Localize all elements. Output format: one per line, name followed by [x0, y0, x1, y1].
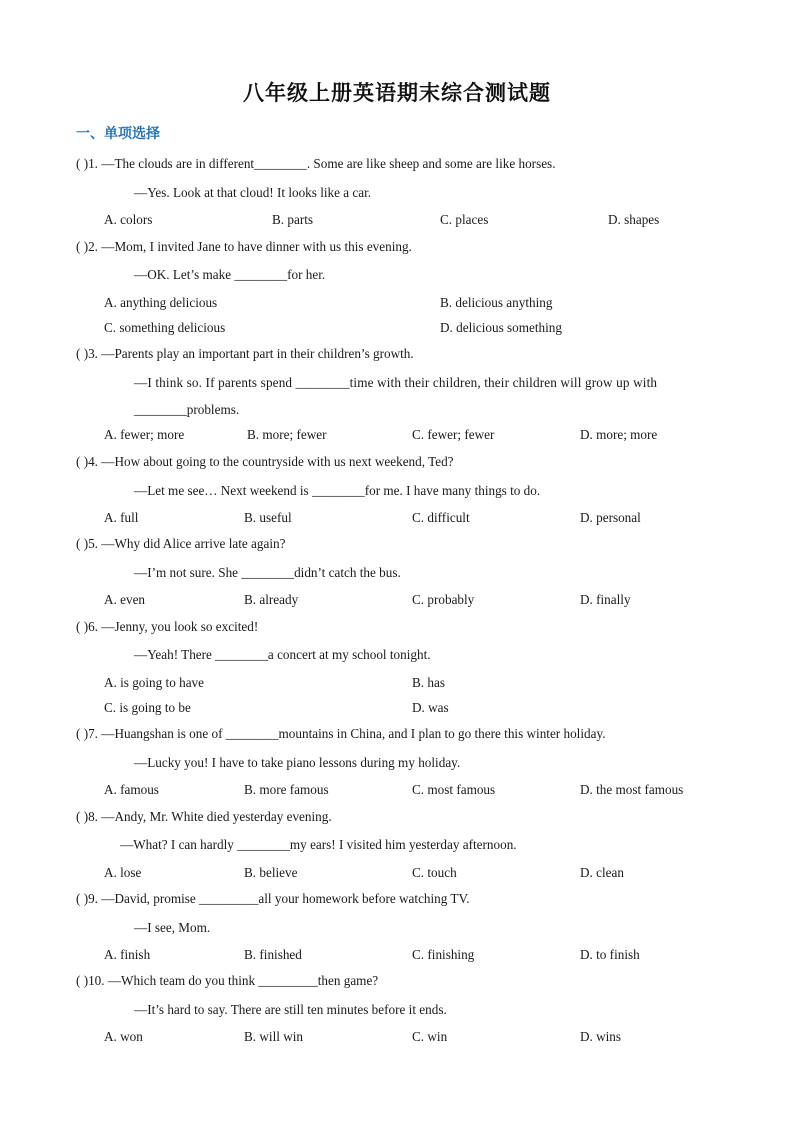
question-5-option-a: A. even	[104, 592, 146, 607]
question-4-option-c: C. difficult	[412, 510, 470, 525]
question-5-option-c: C. probably	[412, 592, 475, 607]
question-1-response: —Yes. Look at that cloud! It looks like a car.	[134, 185, 372, 200]
question-7-prompt: ( )7. —Huangshan is one of ________mountains in China, and I plan to go there this winter holiday.	[76, 726, 606, 741]
question-10-option-b: B. will win	[244, 1029, 303, 1044]
question-2-prompt: ( )2. —Mom, I invited Jane to have dinner with us this evening.	[76, 239, 412, 254]
question-1-option-c: C. places	[440, 212, 489, 227]
question-3-prompt: ( )3. —Parents play an important part in their children’s growth.	[76, 346, 414, 361]
question-10-option-d: D. wins	[580, 1029, 622, 1044]
question-8-option-b: B. believe	[244, 865, 298, 880]
question-6-option-c: C. is going to be	[104, 700, 191, 715]
section-heading: 一、单项选择	[76, 126, 160, 142]
question-10-prompt: ( )10. —Which team do you think _________then game?	[76, 973, 379, 988]
question-2-option-d: D. delicious something	[440, 320, 562, 335]
question-3-option-d: D. more; more	[580, 427, 658, 442]
question-2-option-a: A. anything delicious	[104, 295, 218, 310]
page-title: 八年级上册英语期末综合测试题	[243, 80, 551, 105]
question-1-option-d: D. shapes	[608, 212, 660, 227]
question-1-option-a: A. colors	[104, 212, 153, 227]
question-5-prompt: ( )5. —Why did Alice arrive late again?	[76, 536, 286, 551]
question-9-response: —I see, Mom.	[134, 920, 211, 935]
question-6-option-a: A. is going to have	[104, 675, 204, 690]
question-4-option-d: D. personal	[580, 510, 641, 525]
question-6-response: —Yeah! There ________a concert at my school tonight.	[134, 647, 431, 662]
question-2-option-c: C. something delicious	[104, 320, 226, 335]
question-8-option-c: C. touch	[412, 865, 457, 880]
question-5-response: —I’m not sure. She ________didn’t catch the bus.	[134, 565, 401, 580]
question-8-response: —What? I can hardly ________my ears! I visited him yesterday afternoon.	[120, 837, 517, 852]
question-7-response: —Lucky you! I have to take piano lessons during my holiday.	[134, 755, 461, 770]
question-4-option-a: A. full	[104, 510, 139, 525]
question-9-option-a: A. finish	[104, 947, 151, 962]
question-9-option-c: C. finishing	[412, 947, 475, 962]
question-7-option-c: C. most famous	[412, 782, 496, 797]
question-2-response: —OK. Let’s make ________for her.	[134, 267, 326, 282]
question-6-prompt: ( )6. —Jenny, you look so excited!	[76, 619, 259, 634]
question-4-option-b: B. useful	[244, 510, 292, 525]
question-7-option-b: B. more famous	[244, 782, 329, 797]
question-3-option-b: B. more; fewer	[247, 427, 327, 442]
question-9-prompt: ( )9. —David, promise _________all your homework before watching TV.	[76, 891, 470, 906]
question-3-response-cont: ________problems.	[134, 402, 240, 417]
question-3-option-a: A. fewer; more	[104, 427, 185, 442]
question-7-option-a: A. famous	[104, 782, 159, 797]
question-5-option-d: D. finally	[580, 592, 631, 607]
question-3-option-c: C. fewer; fewer	[412, 427, 495, 442]
question-9-option-b: B. finished	[244, 947, 302, 962]
question-6-option-b: B. has	[412, 675, 445, 690]
question-9-option-d: D. to finish	[580, 947, 640, 962]
question-8-option-a: A. lose	[104, 865, 142, 880]
question-3-response: —I think so. If parents spend ________time with their children, their children will grow up with	[134, 375, 658, 390]
question-1-prompt: ( )1. —The clouds are in different________. Some are like sheep and some are like horses.	[76, 156, 556, 171]
question-2-option-b: B. delicious anything	[440, 295, 553, 310]
question-8-prompt: ( )8. —Andy, Mr. White died yesterday evening.	[76, 809, 332, 824]
question-7-option-d: D. the most famous	[580, 782, 684, 797]
question-1-option-b: B. parts	[272, 212, 314, 227]
question-10-option-c: C. win	[412, 1029, 448, 1044]
question-6-option-d: D. was	[412, 700, 449, 715]
question-5-option-b: B. already	[244, 592, 299, 607]
question-8-option-d: D. clean	[580, 865, 624, 880]
question-4-response: —Let me see… Next weekend is ________for me. I have many things to do.	[134, 483, 541, 498]
question-4-prompt: ( )4. —How about going to the countryside with us next weekend, Ted?	[76, 454, 454, 469]
question-10-response: —It’s hard to say. There are still ten minutes before it ends.	[134, 1002, 447, 1017]
question-10-option-a: A. won	[104, 1029, 143, 1044]
